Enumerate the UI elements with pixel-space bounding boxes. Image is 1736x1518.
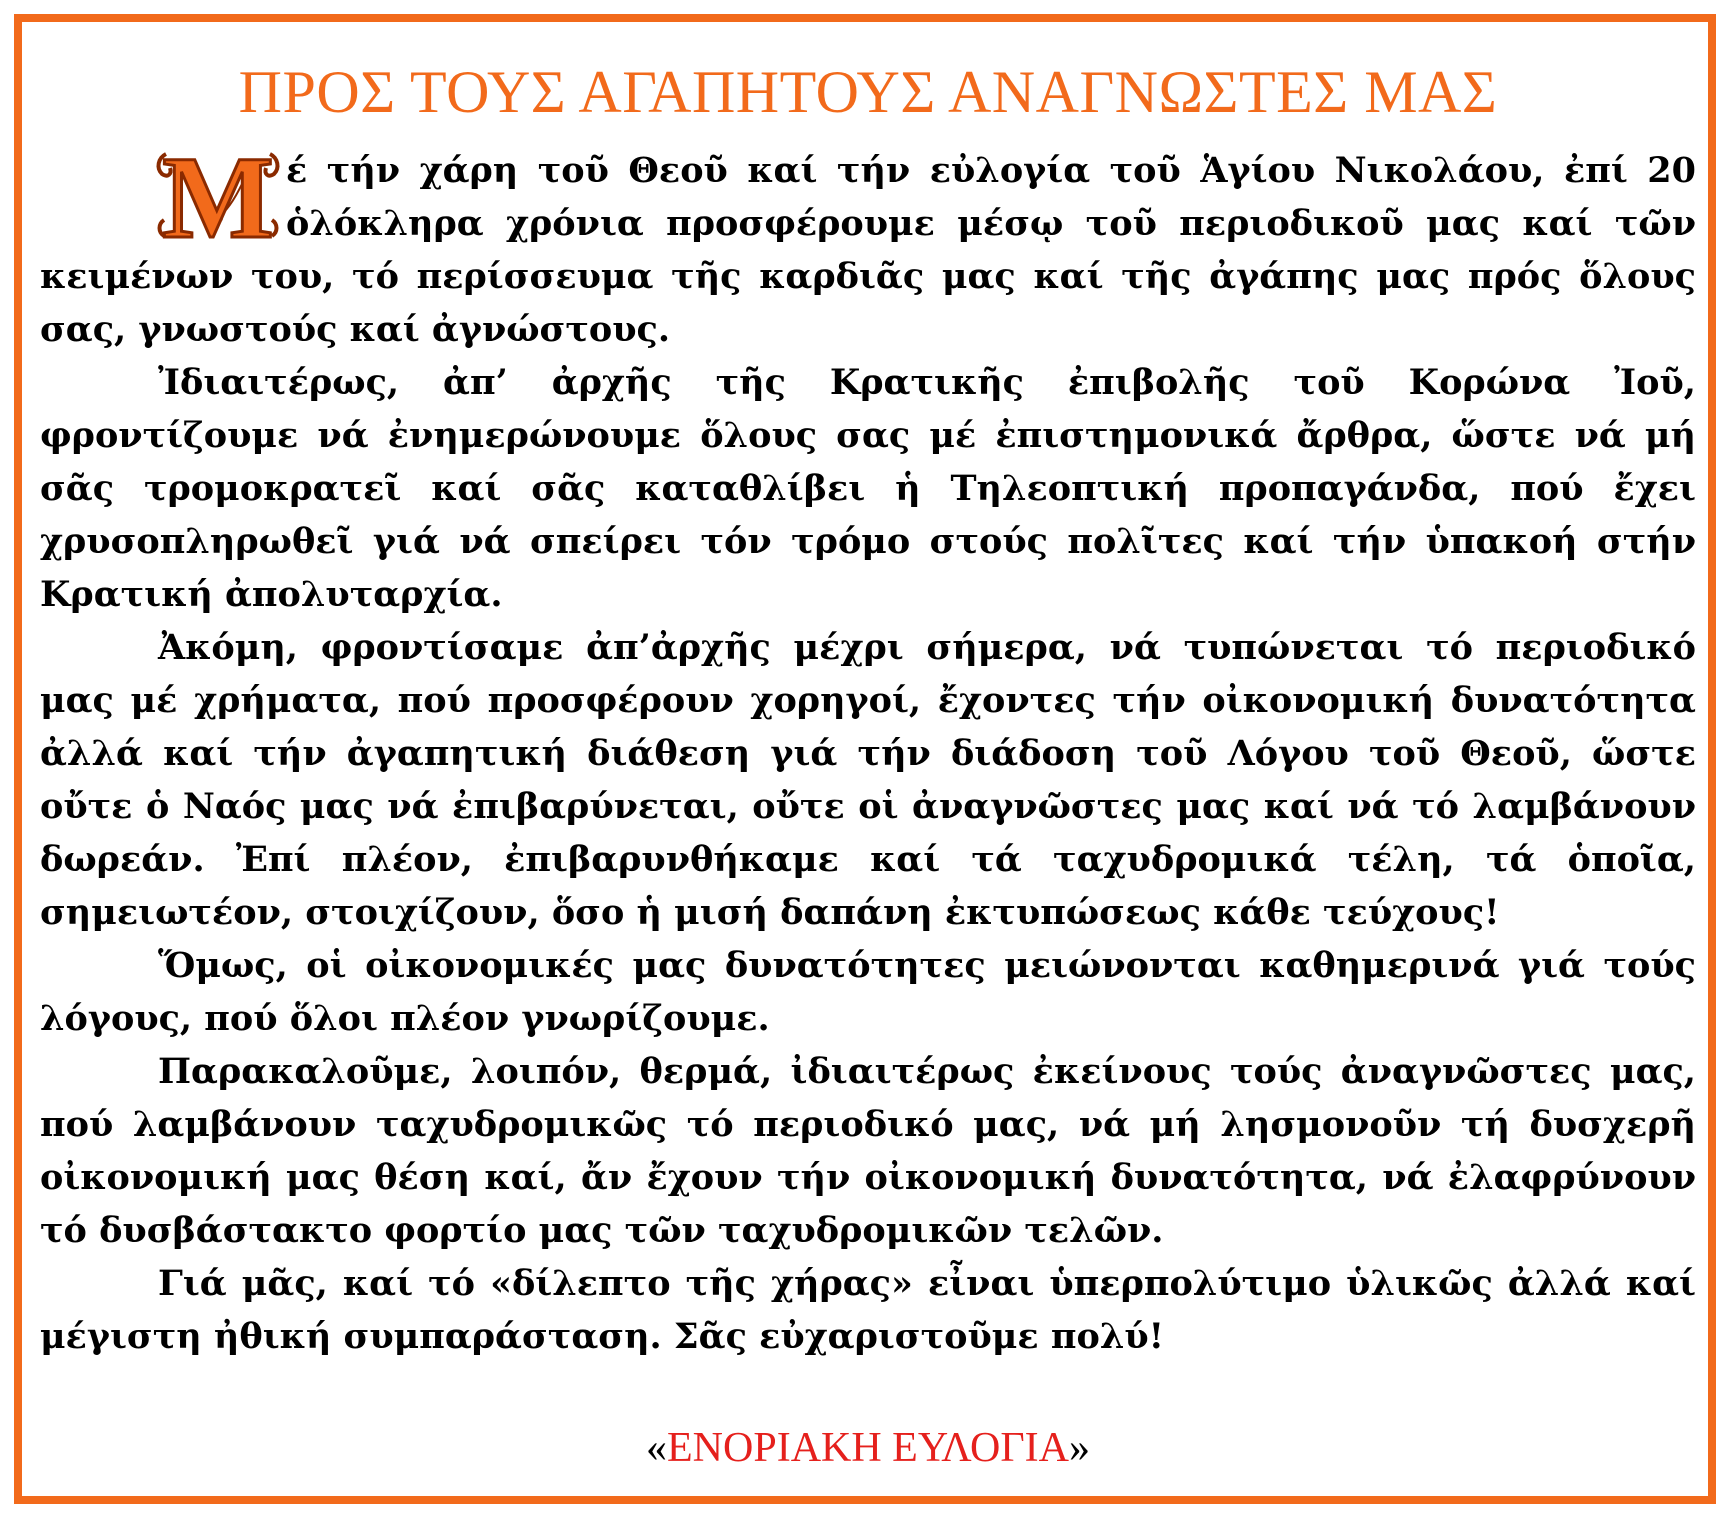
- drop-cap: [154, 144, 282, 244]
- signature: [0, 1420, 1736, 1476]
- drop-cap-ornament: [154, 144, 282, 244]
- paragraph-1: [40, 144, 1696, 356]
- drop-cap-letter: Μ: [162, 144, 274, 244]
- signature-close-quote: »: [1068, 1425, 1090, 1471]
- paragraph-5: Παρακαλοῦμε, λοιπόν, θερμά, ἰδιαιτέρως ἐκείνους τούς ἀναγνῶστες μας, πού λαμβάνουν ταχυδρομικῶς τό περιοδικό μας, νά μή λησμονοῦν τή δυσχερῆ οἰκονομική μας θέση καί, ἄν ἔχουν τήν οἰκονομική δυνατότητα, νά ἐλαφρύνουν τό δυσβάστακτο φορτίο μας τῶν ταχυδρομικῶν τελῶν.: [40, 1051, 1696, 1251]
- signature-name: ΕΝΟΡΙΑΚΗ ΕΥΛΟΓΙΑ: [667, 1425, 1069, 1471]
- article-body: [40, 144, 1696, 1363]
- page-title: ΠΡΟΣ ΤΟΥΣ ΑΓΑΠΗΤΟΥΣ ΑΝΑΓΝΩΣΤΕΣ ΜΑΣ: [238, 59, 1498, 125]
- paragraph-4: Ὅμως, οἱ οἰκονομικές μας δυνατότητες μειώνονται καθημερινά γιά τούς λόγους, πού ὅλοι πλέον γνωρίζουμε.: [40, 945, 1696, 1039]
- paragraph-6: Γιά μᾶς, καί τό «δίλεπτο τῆς χήρας» εἶναι ὑπερπολύτιμο ὑλικῶς ἀλλά καί μέγιστη ἠθική συμπαράσταση. Σᾶς εὐχαριστοῦμε πολύ!: [40, 1263, 1696, 1357]
- paragraph-3: Ἀκόμη, φροντίσαμε ἀπ’ἀρχῆς μέχρι σήμερα, νά τυπώνεται τό περιοδικό μας μέ χρήματα, πού προσφέρουν χορηγοί, ἔχοντες τήν οἰκονομική δυνατότητα ἀλλά καί τήν ἀγαπητική διάθεση γιά τήν διάδοση τοῦ Λόγου τοῦ Θεοῦ, ὥστε οὔτε ὁ Ναός μας νά ἐπιβαρύνεται, οὔτε οἱ ἀναγνῶστες μας καί νά τό λαμβάνουν δωρεάν. Ἐπί πλέον, ἐπιβαρυνθήκαμε καί τά ταχυδρομικά τέλη, τά ὁποῖα, σημειωτέον, στοιχίζουν, ὅσο ἡ μισή δαπάνη ἐκτυπώσεως κάθε τεύχους!: [40, 627, 1696, 933]
- paragraph-1-text: έ τήν χάρη τοῦ Θεοῦ καί τήν εὐλογία τοῦ Ἁγίου Νικολάου, ἐπί 20 ὁλόκληρα χρόνια προσφέρουμε μέσῳ τοῦ περιοδικοῦ μας καί τῶν κειμένων του, τό περίσσευμα τῆς καρδιᾶς μας καί τῆς ἀγάπης μας πρός ὅλους σας, γνωστούς καί ἀγνώστους.: [40, 150, 1696, 350]
- paragraph-2: Ἰδιαιτέρως, ἀπ’ ἀρχῆς τῆς Κρατικῆς ἐπιβολῆς τοῦ Κορώνα Ἰοῦ, φροντίζουμε νά ἐνημερώνουμε ὅλους σας μέ ἐπιστημονικά ἄρθρα, ὥστε νά μή σᾶς τρομοκρατεῖ καί σᾶς καταθλίβει ἡ Τηλεοπτική προπαγάνδα, πού ἔχει χρυσοπληρωθεῖ γιά νά σπείρει τόν τρόμο στούς πολῖτες καί τήν ὑπακοή στήν Κρατική ἀπολυταρχία.: [40, 362, 1696, 615]
- signature-open-quote: «: [646, 1425, 668, 1471]
